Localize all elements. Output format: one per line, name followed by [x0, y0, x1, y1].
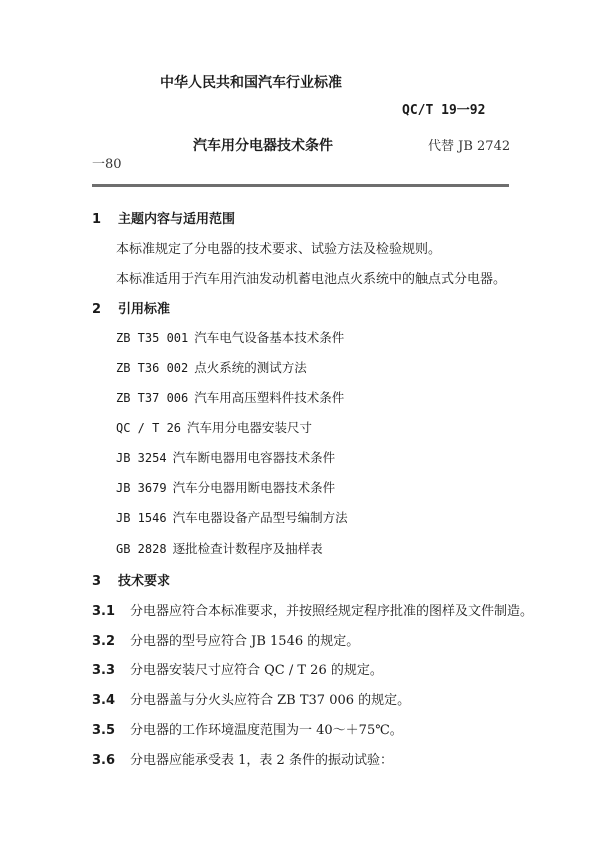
reference-title: 汽车电气设备基本技术条件	[194, 330, 345, 345]
section-heading	[92, 570, 170, 589]
reference-code: JB 3254	[116, 451, 167, 465]
reference-code: GB 2828	[116, 542, 167, 556]
document-organization: 中华人民共和国汽车行业标准	[160, 75, 342, 91]
clause-text: 分电器的型号应符合 JB 1546 的规定。	[130, 634, 360, 649]
clause-number: 3.5	[92, 723, 116, 738]
reference-item	[116, 358, 307, 376]
reference-title: 汽车用分电器安装尺寸	[187, 420, 313, 435]
section-number: 3	[92, 574, 102, 589]
reference-item	[116, 478, 335, 496]
section-title: 技术要求	[118, 574, 171, 589]
section-heading	[92, 208, 235, 227]
paragraph: 本标准规定了分电器的技术要求、试验方法及检验规则。	[116, 242, 442, 257]
clause-text: 分电器盖与分火头应符合 ZB T37 006 的规定。	[130, 693, 411, 708]
reference-item	[116, 508, 348, 526]
reference-code: ZB T36 002	[116, 361, 189, 375]
clause-text: 分电器的工作环境温度范围为一 40～＋75℃。	[130, 723, 403, 738]
clause-item	[92, 689, 410, 708]
clause-text: 分电器应能承受表 1，表 2 条件的振动试验：	[130, 753, 393, 768]
reference-code: QC / T 26	[116, 421, 182, 435]
reference-title: 点火系统的测试方法	[194, 360, 307, 375]
clause-number: 3.3	[92, 663, 116, 678]
reference-item	[116, 388, 344, 406]
header-divider	[92, 184, 509, 187]
section-heading	[92, 298, 170, 317]
section-title: 引用标准	[118, 302, 171, 317]
reference-title: 汽车用高压塑料件技术条件	[194, 390, 345, 405]
reference-item	[116, 539, 323, 557]
clause-number: 3.1	[92, 604, 116, 619]
document-title: 汽车用分电器技术条件	[193, 138, 333, 154]
standard-code: QC/T 19一92	[402, 103, 486, 118]
section-number: 1	[92, 212, 102, 227]
reference-item	[116, 448, 335, 466]
clause-text: 分电器安装尺寸应符合 QC / T 26 的规定。	[130, 663, 383, 678]
reference-code: ZB T35 001	[116, 331, 189, 345]
replaces-standard-continued: 一80	[92, 157, 122, 172]
clause-item	[92, 719, 403, 738]
reference-item	[116, 418, 312, 436]
section-title: 主题内容与适用范围	[118, 212, 236, 227]
section-number: 2	[92, 302, 102, 317]
reference-title: 汽车断电器用电容器技术条件	[172, 450, 336, 465]
paragraph: 本标准适用于汽车用汽油发动机蓄电池点火系统中的触点式分电器。	[116, 272, 507, 287]
reference-title: 逐批检查计数程序及抽样表	[172, 541, 323, 556]
clause-item	[92, 630, 359, 649]
clause-number: 3.4	[92, 693, 116, 708]
clause-number: 3.6	[92, 753, 116, 768]
reference-title: 汽车分电器用断电器技术条件	[172, 480, 336, 495]
reference-code: JB 3679	[116, 481, 167, 495]
clause-item	[92, 600, 533, 619]
clause-number: 3.2	[92, 634, 116, 649]
reference-code: ZB T37 006	[116, 391, 189, 405]
clause-item	[92, 749, 393, 768]
clause-text: 分电器应符合本标准要求，并按照经规定程序批准的图样及文件制造。	[130, 604, 534, 619]
reference-code: JB 1546	[116, 511, 167, 525]
reference-title: 汽车电器设备产品型号编制方法	[172, 510, 348, 525]
replaces-standard: 代替 JB 2742	[428, 139, 511, 154]
reference-item	[116, 328, 344, 346]
clause-item	[92, 659, 383, 678]
